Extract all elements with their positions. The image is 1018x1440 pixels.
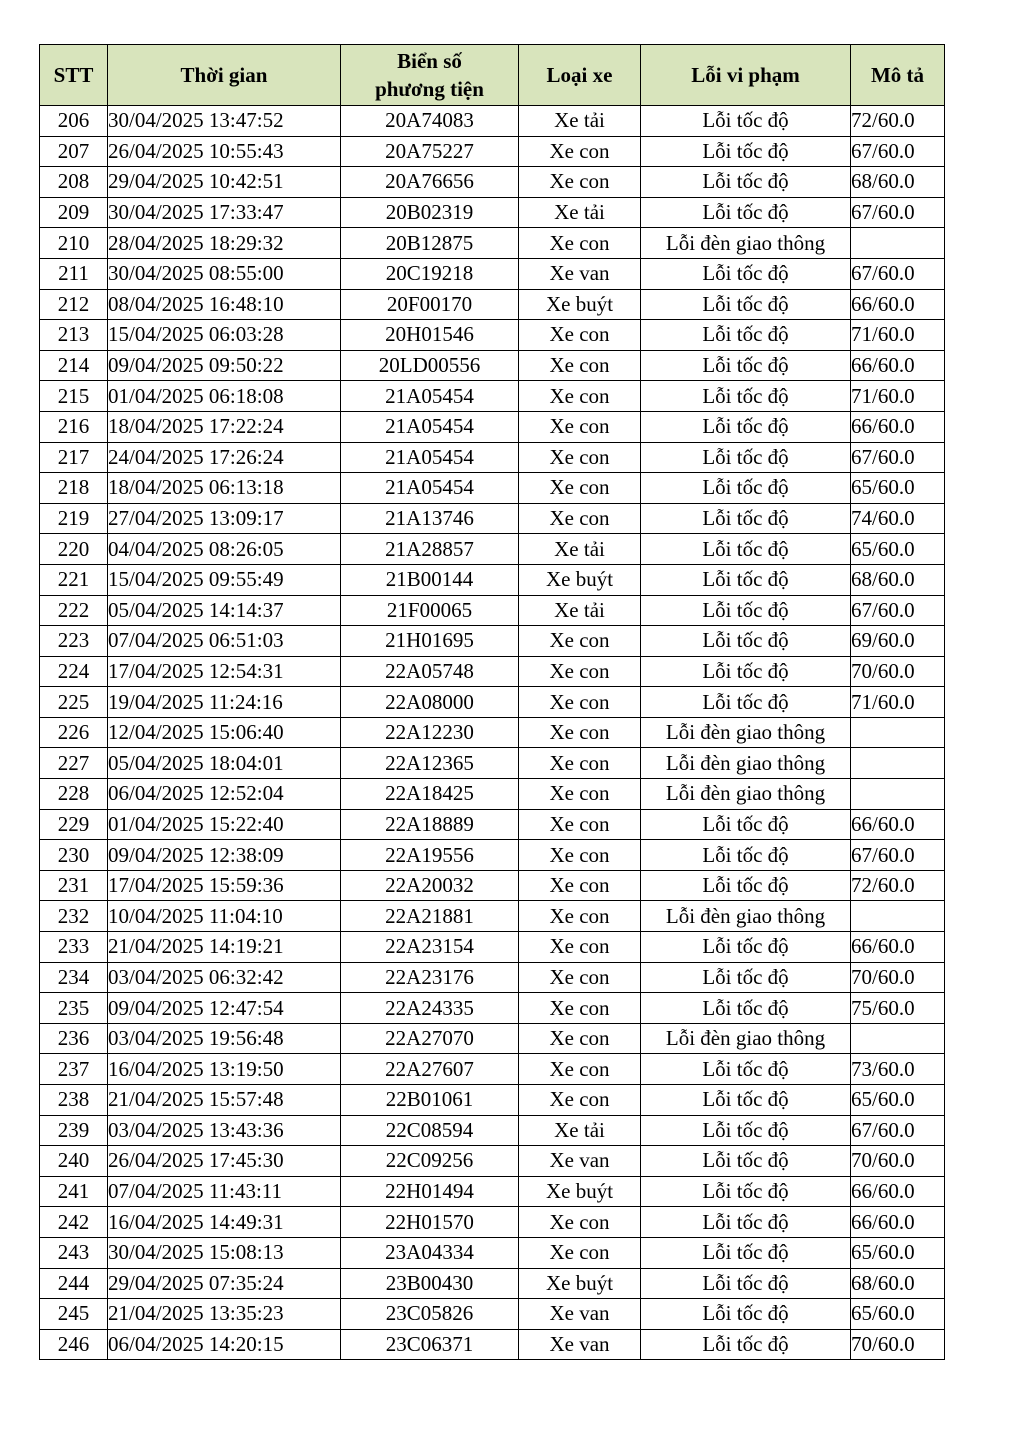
cell-violation: Lỗi tốc độ — [641, 106, 851, 137]
cell-stt: 223 — [40, 626, 108, 657]
cell-stt: 226 — [40, 717, 108, 748]
cell-stt: 219 — [40, 503, 108, 534]
cell-time: 09/04/2025 09:50:22 — [108, 350, 341, 381]
cell-vehicle-type: Xe con — [519, 411, 641, 442]
cell-plate: 20B02319 — [341, 197, 519, 228]
cell-description: 72/60.0 — [851, 870, 945, 901]
cell-time: 17/04/2025 15:59:36 — [108, 870, 341, 901]
cell-description: 66/60.0 — [851, 350, 945, 381]
table-row — [40, 289, 945, 320]
cell-description: 66/60.0 — [851, 289, 945, 320]
cell-stt: 246 — [40, 1329, 108, 1360]
cell-violation: Lỗi tốc độ — [641, 932, 851, 963]
cell-violation: Lỗi tốc độ — [641, 595, 851, 626]
cell-plate: 20F00170 — [341, 289, 519, 320]
cell-description: 67/60.0 — [851, 197, 945, 228]
cell-description: 70/60.0 — [851, 656, 945, 687]
table-row — [40, 1085, 945, 1116]
cell-time: 03/04/2025 06:32:42 — [108, 962, 341, 993]
cell-plate: 22A23176 — [341, 962, 519, 993]
cell-vehicle-type: Xe con — [519, 1054, 641, 1085]
cell-violation: Lỗi tốc độ — [641, 534, 851, 565]
cell-violation: Lỗi tốc độ — [641, 320, 851, 351]
cell-plate: 22C08594 — [341, 1115, 519, 1146]
cell-stt: 240 — [40, 1146, 108, 1177]
cell-stt: 227 — [40, 748, 108, 779]
table-row — [40, 1115, 945, 1146]
cell-time: 29/04/2025 07:35:24 — [108, 1268, 341, 1299]
cell-violation: Lỗi tốc độ — [641, 1207, 851, 1238]
cell-violation: Lỗi đèn giao thông — [641, 228, 851, 259]
cell-violation: Lỗi tốc độ — [641, 962, 851, 993]
cell-plate: 22A23154 — [341, 932, 519, 963]
table-row — [40, 1299, 945, 1330]
cell-vehicle-type: Xe con — [519, 503, 641, 534]
cell-plate: 20A75227 — [341, 136, 519, 167]
cell-violation: Lỗi tốc độ — [641, 1329, 851, 1360]
cell-plate: 22H01570 — [341, 1207, 519, 1238]
cell-vehicle-type: Xe van — [519, 1329, 641, 1360]
cell-vehicle-type: Xe buýt — [519, 289, 641, 320]
cell-description: 72/60.0 — [851, 106, 945, 137]
cell-stt: 208 — [40, 167, 108, 198]
cell-description: 67/60.0 — [851, 840, 945, 871]
table-row — [40, 748, 945, 779]
cell-description: 65/60.0 — [851, 473, 945, 504]
cell-vehicle-type: Xe buýt — [519, 1268, 641, 1299]
cell-plate: 20C19218 — [341, 258, 519, 289]
cell-vehicle-type: Xe con — [519, 901, 641, 932]
cell-vehicle-type: Xe tải — [519, 197, 641, 228]
cell-violation: Lỗi tốc độ — [641, 1085, 851, 1116]
cell-plate: 21A05454 — [341, 381, 519, 412]
cell-stt: 236 — [40, 1023, 108, 1054]
cell-vehicle-type: Xe con — [519, 809, 641, 840]
table-row — [40, 1146, 945, 1177]
table-row — [40, 595, 945, 626]
header-plate — [341, 45, 519, 106]
cell-description: 66/60.0 — [851, 809, 945, 840]
cell-time: 15/04/2025 09:55:49 — [108, 564, 341, 595]
cell-description — [851, 1023, 945, 1054]
cell-vehicle-type: Xe con — [519, 656, 641, 687]
cell-description: 67/60.0 — [851, 442, 945, 473]
cell-description: 68/60.0 — [851, 1268, 945, 1299]
cell-violation: Lỗi tốc độ — [641, 687, 851, 718]
cell-plate: 21H01695 — [341, 626, 519, 657]
cell-violation: Lỗi đèn giao thông — [641, 717, 851, 748]
table-row — [40, 1054, 945, 1085]
cell-plate: 22A24335 — [341, 993, 519, 1024]
cell-vehicle-type: Xe con — [519, 381, 641, 412]
cell-vehicle-type: Xe buýt — [519, 564, 641, 595]
cell-time: 01/04/2025 06:18:08 — [108, 381, 341, 412]
table-row — [40, 320, 945, 351]
cell-violation: Lỗi tốc độ — [641, 1054, 851, 1085]
table-row — [40, 717, 945, 748]
cell-plate: 23B00430 — [341, 1268, 519, 1299]
cell-plate: 21A05454 — [341, 411, 519, 442]
cell-stt: 244 — [40, 1268, 108, 1299]
cell-time: 26/04/2025 17:45:30 — [108, 1146, 341, 1177]
cell-vehicle-type: Xe con — [519, 717, 641, 748]
cell-time: 09/04/2025 12:38:09 — [108, 840, 341, 871]
cell-plate: 23C06371 — [341, 1329, 519, 1360]
cell-description: 67/60.0 — [851, 595, 945, 626]
cell-time: 07/04/2025 06:51:03 — [108, 626, 341, 657]
table-header — [40, 45, 945, 106]
cell-vehicle-type: Xe con — [519, 870, 641, 901]
cell-vehicle-type: Xe con — [519, 1085, 641, 1116]
cell-violation: Lỗi tốc độ — [641, 381, 851, 412]
cell-plate: 23C05826 — [341, 1299, 519, 1330]
cell-plate: 22A18425 — [341, 779, 519, 810]
cell-violation: Lỗi tốc độ — [641, 1115, 851, 1146]
cell-description: 67/60.0 — [851, 136, 945, 167]
cell-description — [851, 717, 945, 748]
cell-violation: Lỗi tốc độ — [641, 136, 851, 167]
violations-table — [39, 44, 945, 1360]
table-row — [40, 809, 945, 840]
cell-description: 65/60.0 — [851, 1085, 945, 1116]
cell-vehicle-type: Xe con — [519, 840, 641, 871]
header-plate-line1: Biển số — [397, 49, 462, 73]
cell-description: 74/60.0 — [851, 503, 945, 534]
cell-plate: 23A04334 — [341, 1237, 519, 1268]
cell-stt: 216 — [40, 411, 108, 442]
cell-time: 10/04/2025 11:04:10 — [108, 901, 341, 932]
cell-description — [851, 748, 945, 779]
cell-time: 24/04/2025 17:26:24 — [108, 442, 341, 473]
header-row — [40, 45, 945, 106]
cell-vehicle-type: Xe tải — [519, 1115, 641, 1146]
cell-description: 71/60.0 — [851, 687, 945, 718]
cell-plate: 22H01494 — [341, 1176, 519, 1207]
table-row — [40, 442, 945, 473]
header-time: Thời gian — [108, 45, 341, 106]
cell-description: 71/60.0 — [851, 320, 945, 351]
cell-stt: 229 — [40, 809, 108, 840]
cell-vehicle-type: Xe con — [519, 626, 641, 657]
cell-stt: 228 — [40, 779, 108, 810]
cell-time: 12/04/2025 15:06:40 — [108, 717, 341, 748]
cell-description: 70/60.0 — [851, 1146, 945, 1177]
cell-stt: 224 — [40, 656, 108, 687]
cell-time: 21/04/2025 14:19:21 — [108, 932, 341, 963]
cell-plate: 21A28857 — [341, 534, 519, 565]
table-row — [40, 564, 945, 595]
table-row — [40, 1207, 945, 1238]
cell-plate: 20A76656 — [341, 167, 519, 198]
cell-stt: 232 — [40, 901, 108, 932]
table-row — [40, 779, 945, 810]
cell-stt: 207 — [40, 136, 108, 167]
cell-vehicle-type: Xe tải — [519, 534, 641, 565]
table-row — [40, 228, 945, 259]
cell-plate: 22A19556 — [341, 840, 519, 871]
cell-time: 03/04/2025 13:43:36 — [108, 1115, 341, 1146]
cell-violation: Lỗi tốc độ — [641, 1268, 851, 1299]
cell-vehicle-type: Xe con — [519, 962, 641, 993]
cell-vehicle-type: Xe con — [519, 1207, 641, 1238]
cell-stt: 221 — [40, 564, 108, 595]
cell-vehicle-type: Xe con — [519, 320, 641, 351]
cell-plate: 22A12230 — [341, 717, 519, 748]
cell-plate: 21F00065 — [341, 595, 519, 626]
cell-violation: Lỗi đèn giao thông — [641, 1023, 851, 1054]
table-row — [40, 687, 945, 718]
cell-time: 21/04/2025 13:35:23 — [108, 1299, 341, 1330]
cell-stt: 211 — [40, 258, 108, 289]
cell-time: 18/04/2025 06:13:18 — [108, 473, 341, 504]
header-description: Mô tả — [851, 45, 945, 106]
cell-stt: 209 — [40, 197, 108, 228]
cell-description — [851, 901, 945, 932]
cell-stt: 230 — [40, 840, 108, 871]
cell-violation: Lỗi tốc độ — [641, 1176, 851, 1207]
cell-time: 28/04/2025 18:29:32 — [108, 228, 341, 259]
table-row — [40, 1268, 945, 1299]
header-violation: Lỗi vi phạm — [641, 45, 851, 106]
cell-time: 03/04/2025 19:56:48 — [108, 1023, 341, 1054]
cell-time: 16/04/2025 14:49:31 — [108, 1207, 341, 1238]
cell-description: 66/60.0 — [851, 932, 945, 963]
cell-time: 04/04/2025 08:26:05 — [108, 534, 341, 565]
cell-description: 65/60.0 — [851, 1237, 945, 1268]
table-row — [40, 381, 945, 412]
cell-time: 30/04/2025 13:47:52 — [108, 106, 341, 137]
cell-stt: 237 — [40, 1054, 108, 1085]
cell-plate: 22A21881 — [341, 901, 519, 932]
header-vehicle-type: Loại xe — [519, 45, 641, 106]
table-row — [40, 534, 945, 565]
table-row — [40, 993, 945, 1024]
cell-stt: 214 — [40, 350, 108, 381]
cell-time: 26/04/2025 10:55:43 — [108, 136, 341, 167]
cell-violation: Lỗi tốc độ — [641, 350, 851, 381]
table-body — [40, 106, 945, 1360]
cell-violation: Lỗi đèn giao thông — [641, 779, 851, 810]
cell-stt: 241 — [40, 1176, 108, 1207]
cell-stt: 234 — [40, 962, 108, 993]
cell-plate: 20H01546 — [341, 320, 519, 351]
cell-vehicle-type: Xe con — [519, 136, 641, 167]
cell-description: 67/60.0 — [851, 258, 945, 289]
table-row — [40, 901, 945, 932]
table-row — [40, 136, 945, 167]
cell-time: 07/04/2025 11:43:11 — [108, 1176, 341, 1207]
cell-time: 15/04/2025 06:03:28 — [108, 320, 341, 351]
cell-time: 05/04/2025 14:14:37 — [108, 595, 341, 626]
cell-violation: Lỗi tốc độ — [641, 258, 851, 289]
cell-stt: 217 — [40, 442, 108, 473]
cell-stt: 233 — [40, 932, 108, 963]
cell-description: 65/60.0 — [851, 534, 945, 565]
cell-time: 18/04/2025 17:22:24 — [108, 411, 341, 442]
cell-plate: 21A05454 — [341, 442, 519, 473]
cell-description: 68/60.0 — [851, 564, 945, 595]
cell-plate: 21B00144 — [341, 564, 519, 595]
cell-time: 17/04/2025 12:54:31 — [108, 656, 341, 687]
table-row — [40, 106, 945, 137]
cell-plate: 22A18889 — [341, 809, 519, 840]
cell-description: 71/60.0 — [851, 381, 945, 412]
cell-vehicle-type: Xe van — [519, 1146, 641, 1177]
cell-violation: Lỗi tốc độ — [641, 503, 851, 534]
cell-violation: Lỗi tốc độ — [641, 809, 851, 840]
cell-violation: Lỗi tốc độ — [641, 564, 851, 595]
cell-stt: 231 — [40, 870, 108, 901]
cell-violation: Lỗi tốc độ — [641, 473, 851, 504]
cell-vehicle-type: Xe con — [519, 1023, 641, 1054]
cell-description — [851, 228, 945, 259]
cell-plate: 20LD00556 — [341, 350, 519, 381]
cell-time: 09/04/2025 12:47:54 — [108, 993, 341, 1024]
cell-time: 30/04/2025 08:55:00 — [108, 258, 341, 289]
cell-violation: Lỗi tốc độ — [641, 840, 851, 871]
cell-violation: Lỗi tốc độ — [641, 289, 851, 320]
cell-vehicle-type: Xe con — [519, 167, 641, 198]
cell-vehicle-type: Xe con — [519, 1237, 641, 1268]
cell-time: 08/04/2025 16:48:10 — [108, 289, 341, 320]
cell-vehicle-type: Xe con — [519, 350, 641, 381]
cell-vehicle-type: Xe con — [519, 687, 641, 718]
cell-stt: 206 — [40, 106, 108, 137]
cell-violation: Lỗi tốc độ — [641, 167, 851, 198]
cell-description: 67/60.0 — [851, 1115, 945, 1146]
cell-time: 06/04/2025 12:52:04 — [108, 779, 341, 810]
cell-vehicle-type: Xe con — [519, 748, 641, 779]
cell-stt: 210 — [40, 228, 108, 259]
cell-plate: 22A12365 — [341, 748, 519, 779]
cell-plate: 22C09256 — [341, 1146, 519, 1177]
table-row — [40, 626, 945, 657]
cell-time: 19/04/2025 11:24:16 — [108, 687, 341, 718]
table-row — [40, 473, 945, 504]
cell-description: 73/60.0 — [851, 1054, 945, 1085]
cell-vehicle-type: Xe tải — [519, 595, 641, 626]
cell-vehicle-type: Xe van — [519, 1299, 641, 1330]
cell-violation: Lỗi đèn giao thông — [641, 748, 851, 779]
cell-plate: 21A05454 — [341, 473, 519, 504]
cell-time: 30/04/2025 15:08:13 — [108, 1237, 341, 1268]
table-row — [40, 962, 945, 993]
cell-vehicle-type: Xe con — [519, 473, 641, 504]
cell-violation: Lỗi tốc độ — [641, 656, 851, 687]
cell-plate: 20B12875 — [341, 228, 519, 259]
cell-plate: 22B01061 — [341, 1085, 519, 1116]
cell-stt: 235 — [40, 993, 108, 1024]
table-row — [40, 350, 945, 381]
cell-description: 68/60.0 — [851, 167, 945, 198]
table-row — [40, 258, 945, 289]
header-stt: STT — [40, 45, 108, 106]
cell-time: 30/04/2025 17:33:47 — [108, 197, 341, 228]
cell-violation: Lỗi tốc độ — [641, 1299, 851, 1330]
cell-vehicle-type: Xe con — [519, 442, 641, 473]
cell-stt: 238 — [40, 1085, 108, 1116]
table-row — [40, 1023, 945, 1054]
table-row — [40, 411, 945, 442]
cell-description: 66/60.0 — [851, 411, 945, 442]
cell-violation: Lỗi tốc độ — [641, 197, 851, 228]
table-row — [40, 870, 945, 901]
cell-stt: 242 — [40, 1207, 108, 1238]
cell-violation: Lỗi tốc độ — [641, 442, 851, 473]
cell-time: 27/04/2025 13:09:17 — [108, 503, 341, 534]
cell-description: 65/60.0 — [851, 1299, 945, 1330]
table-row — [40, 932, 945, 963]
cell-description: 70/60.0 — [851, 1329, 945, 1360]
cell-plate: 22A27070 — [341, 1023, 519, 1054]
cell-stt: 213 — [40, 320, 108, 351]
cell-violation: Lỗi đèn giao thông — [641, 901, 851, 932]
cell-stt: 218 — [40, 473, 108, 504]
cell-description: 66/60.0 — [851, 1176, 945, 1207]
table-row — [40, 1237, 945, 1268]
table-row — [40, 503, 945, 534]
cell-description: 70/60.0 — [851, 962, 945, 993]
cell-violation: Lỗi tốc độ — [641, 411, 851, 442]
cell-vehicle-type: Xe con — [519, 779, 641, 810]
cell-time: 16/04/2025 13:19:50 — [108, 1054, 341, 1085]
cell-time: 29/04/2025 10:42:51 — [108, 167, 341, 198]
cell-time: 06/04/2025 14:20:15 — [108, 1329, 341, 1360]
cell-description — [851, 779, 945, 810]
cell-description: 66/60.0 — [851, 1207, 945, 1238]
cell-plate: 22A27607 — [341, 1054, 519, 1085]
cell-plate: 22A05748 — [341, 656, 519, 687]
cell-description: 75/60.0 — [851, 993, 945, 1024]
cell-vehicle-type: Xe tải — [519, 106, 641, 137]
cell-time: 05/04/2025 18:04:01 — [108, 748, 341, 779]
table-row — [40, 1329, 945, 1360]
cell-vehicle-type: Xe buýt — [519, 1176, 641, 1207]
cell-stt: 215 — [40, 381, 108, 412]
cell-stt: 212 — [40, 289, 108, 320]
cell-violation: Lỗi tốc độ — [641, 626, 851, 657]
cell-plate: 21A13746 — [341, 503, 519, 534]
cell-stt: 245 — [40, 1299, 108, 1330]
cell-vehicle-type: Xe con — [519, 993, 641, 1024]
cell-vehicle-type: Xe van — [519, 258, 641, 289]
table-row — [40, 1176, 945, 1207]
cell-plate: 20A74083 — [341, 106, 519, 137]
cell-time: 01/04/2025 15:22:40 — [108, 809, 341, 840]
table-row — [40, 656, 945, 687]
cell-stt: 239 — [40, 1115, 108, 1146]
cell-time: 21/04/2025 15:57:48 — [108, 1085, 341, 1116]
cell-plate: 22A20032 — [341, 870, 519, 901]
cell-vehicle-type: Xe con — [519, 228, 641, 259]
cell-plate: 22A08000 — [341, 687, 519, 718]
cell-stt: 220 — [40, 534, 108, 565]
table-row — [40, 840, 945, 871]
cell-stt: 222 — [40, 595, 108, 626]
header-plate-line2: phương tiện — [375, 77, 484, 101]
table-row — [40, 167, 945, 198]
cell-stt: 243 — [40, 1237, 108, 1268]
cell-violation: Lỗi tốc độ — [641, 870, 851, 901]
table-row — [40, 197, 945, 228]
cell-violation: Lỗi tốc độ — [641, 993, 851, 1024]
cell-violation: Lỗi tốc độ — [641, 1237, 851, 1268]
cell-vehicle-type: Xe con — [519, 932, 641, 963]
cell-description: 69/60.0 — [851, 626, 945, 657]
cell-violation: Lỗi tốc độ — [641, 1146, 851, 1177]
cell-stt: 225 — [40, 687, 108, 718]
